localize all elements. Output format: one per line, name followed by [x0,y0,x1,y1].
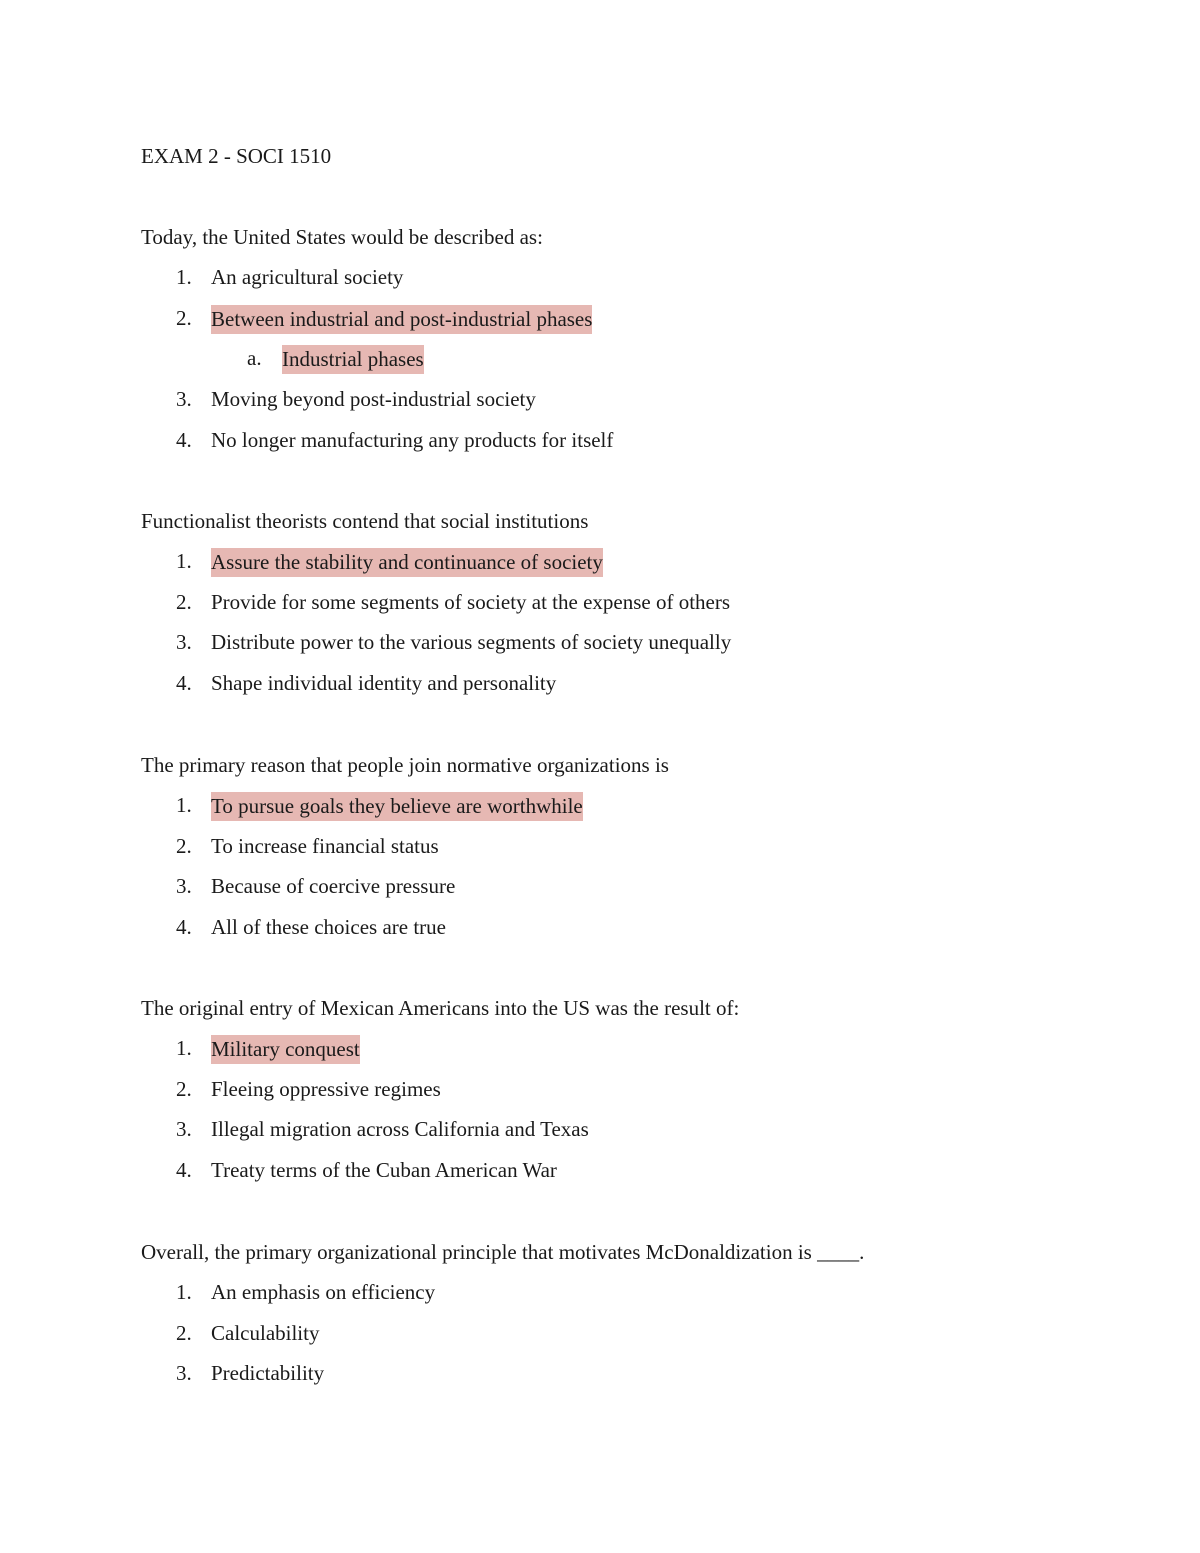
answer-option [141,413,1101,454]
option-text-highlighted: Between industrial and post-industrial phases [211,305,592,334]
question-text: The original entry of Mexican Americans into the US was the result of: [141,996,740,1020]
answer-option-highlighted [141,1021,1101,1062]
answer-option-highlighted [141,778,1101,819]
answer-option [141,1143,1101,1184]
option-text: An emphasis on efficiency [211,1280,436,1304]
option-number: 2. [176,589,192,614]
answer-option [141,1346,1101,1387]
option-number: 1. [176,265,192,289]
option-number: 2. [176,833,192,858]
question-1 [141,224,1101,453]
option-text: Because of coercive pressure [211,874,456,899]
answer-option [141,656,1101,697]
option-text: Calculability [211,1320,320,1345]
option-number: a. [247,346,262,371]
option-number: 1. [176,1280,192,1304]
option-number: 2. [176,1320,192,1345]
answer-option-highlighted [141,291,1101,332]
answer-option [141,900,1101,941]
option-text: Predictability [211,1361,325,1386]
option-text: Moving beyond post-industrial society [211,387,536,412]
question-text: Overall, the primary organizational principle that motivates McDonaldization is ____. [141,1240,865,1264]
option-text: Treaty terms of the Cuban American War [211,1158,557,1183]
option-number: 3. [176,387,192,412]
option-number: 3. [176,1117,192,1142]
option-text: To increase financial status [211,833,439,858]
document-title: EXAM 2 - SOCI 1510 [141,144,332,168]
option-text: No longer manufacturing any products for itself [211,427,614,452]
option-text-highlighted: Military conquest [211,1035,360,1064]
option-text: Shape individual identity and personality [211,671,557,696]
option-number: 3. [176,630,192,655]
option-number: 4. [176,1158,192,1183]
option-number: 1. [176,1036,192,1060]
option-number: 3. [176,874,192,899]
option-number: 4. [176,671,192,696]
answer-option [141,1102,1101,1143]
option-text: Provide for some segments of society at the expense of others [211,589,731,614]
question-text: Today, the United States would be described as: [141,225,543,249]
option-text: Fleeing oppressive regimes [211,1076,441,1101]
option-text: An agricultural society [211,265,404,289]
answer-option-highlighted [141,534,1101,575]
question-text: Functionalist theorists contend that social institutions [141,509,589,533]
option-text: Distribute power to the various segments of society unequally [211,630,732,655]
answer-option [141,372,1101,413]
option-number: 4. [176,915,192,940]
option-text-highlighted: Assure the stability and continuance of society [211,548,603,577]
option-number: 4. [176,427,192,452]
option-text-highlighted: Industrial phases [282,345,424,374]
option-number: 2. [176,1076,192,1101]
question-4 [141,995,1101,1184]
option-number: 3. [176,1361,192,1386]
answer-option [141,250,1101,291]
answer-option [141,1265,1101,1306]
answer-option [141,1306,1101,1347]
question-2 [141,508,1101,697]
option-text-highlighted: To pursue goals they believe are worthwhile [211,792,583,821]
answer-suboption-highlighted [141,331,1101,372]
option-text: Illegal migration across California and Texas [211,1117,589,1142]
question-3 [141,752,1101,941]
answer-option [141,575,1101,616]
option-number: 2. [176,305,192,330]
answer-option [141,819,1101,860]
question-5 [141,1239,1101,1387]
option-number: 1. [176,549,192,573]
option-text: All of these choices are true [211,915,446,940]
answer-option [141,859,1101,900]
option-number: 1. [176,793,192,817]
question-text: The primary reason that people join normative organizations is [141,753,669,777]
answer-option [141,615,1101,656]
answer-option [141,1062,1101,1103]
